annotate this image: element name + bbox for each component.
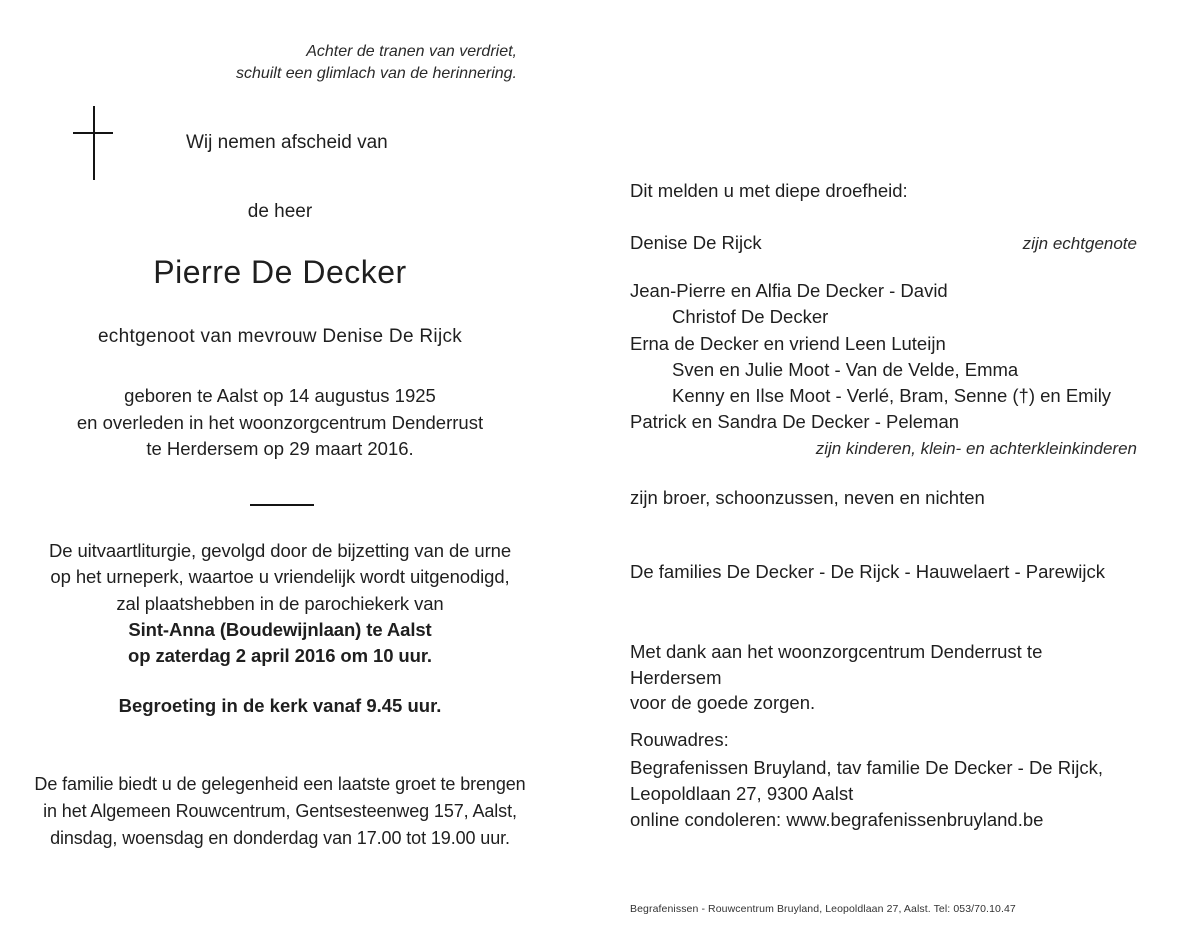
spouse-line: echtgenoot van mevrouw Denise De Rijck xyxy=(97,326,463,347)
ceremony-details xyxy=(30,538,530,669)
section-divider xyxy=(250,504,314,506)
life-dates xyxy=(30,383,530,463)
children-list xyxy=(630,278,1137,436)
ceremony-line-3: zal plaatshebben in de parochiekerk van xyxy=(116,592,444,614)
epigraph-line-2: schuilt een glimlach van de herinnering. xyxy=(235,65,517,82)
families-line: De families De Decker - De Rijck - Hauwelaert - Parewijck xyxy=(630,561,1105,582)
list-item: Kenny en Ilse Moot - Verlé, Bram, Senne (†) en Emily xyxy=(672,385,1112,407)
announcement: Dit melden u met diepe droefheid: xyxy=(630,180,908,201)
address-line-3: online condoleren: www.begrafenissenbruyland.be xyxy=(630,809,1044,831)
farewell-intro: Wij nemen afscheid van xyxy=(186,132,388,153)
deceased-name: Pierre De Decker xyxy=(153,254,407,290)
list-item: Christof De Decker xyxy=(672,306,829,328)
death-line-2: te Herdersem op 29 maart 2016. xyxy=(146,438,414,459)
spouse-name: Denise De Rijck xyxy=(630,232,762,253)
mourning-address xyxy=(630,755,1137,834)
mourning-address-label: Rouwadres: xyxy=(630,729,729,750)
epigraph-line-1: Achter de tranen van verdriet, xyxy=(306,43,517,60)
ceremony-line-1: De uitvaartliturgie, gevolgd door de bijzetting van de urne xyxy=(48,540,512,561)
list-item: Jean-Pierre en Alfia De Decker - David xyxy=(630,280,948,301)
ceremony-line-2: op het urneperk, waartoe u vriendelijk wordt uitgenodigd, xyxy=(50,566,510,588)
spouse-relation: zijn echtgenote xyxy=(1022,234,1137,253)
ceremony-church: Sint-Anna (Boudewijnlaan) te Aalst xyxy=(128,618,432,640)
list-item: Sven en Julie Moot - Van de Velde, Emma xyxy=(672,358,1019,380)
spouse-row xyxy=(630,232,1137,254)
funeral-home-footer: Begrafenissen - Rouwcentrum Bruyland, Leopoldlaan 27, Aalst. Tel: 053/70.10.47 xyxy=(630,903,1016,915)
ceremony-datetime: op zaterdag 2 april 2016 om 10 uur. xyxy=(128,645,432,667)
death-line-1: en overleden in het woonzorgcentrum Denderrust xyxy=(76,411,484,433)
visitation-line-2: in het Algemeen Rouwcentrum, Gentsesteenweg 157, Aalst, xyxy=(43,801,517,821)
list-item: Erna de Decker en vriend Leen Luteijn xyxy=(630,332,946,354)
visitation-line-1: De familie biedt u de gelegenheid een laatste groet te brengen xyxy=(34,774,526,794)
cross-icon xyxy=(73,106,113,180)
address-line-2: Leopoldlaan 27, 9300 Aalst xyxy=(630,783,854,805)
thanks-line-1: Met dank aan het woonzorgcentrum Denderrust te Herdersem xyxy=(630,641,1043,688)
visitation-line-3: dinsdag, woensdag en donderdag van 17.00 tot 19.00 uur. xyxy=(50,828,510,848)
thanks-note xyxy=(630,639,1137,716)
thanks-line-2: voor de goede zorgen. xyxy=(630,692,816,713)
honorific: de heer xyxy=(247,201,313,222)
children-relation: zijn kinderen, klein- en achterkleinkinderen xyxy=(815,439,1137,458)
address-line-1: Begrafenissen Bruyland, tav familie De Decker - De Rijck, xyxy=(630,757,1103,778)
birth-line: geboren te Aalst op 14 augustus 1925 xyxy=(124,385,436,406)
list-item: Patrick en Sandra De Decker - Peleman xyxy=(630,411,960,433)
relatives-line: zijn broer, schoonzussen, neven en nichten xyxy=(630,487,985,508)
church-greeting: Begroeting in de kerk vanaf 9.45 uur. xyxy=(118,695,442,716)
visitation-info xyxy=(30,771,530,852)
epigraph xyxy=(180,41,517,85)
